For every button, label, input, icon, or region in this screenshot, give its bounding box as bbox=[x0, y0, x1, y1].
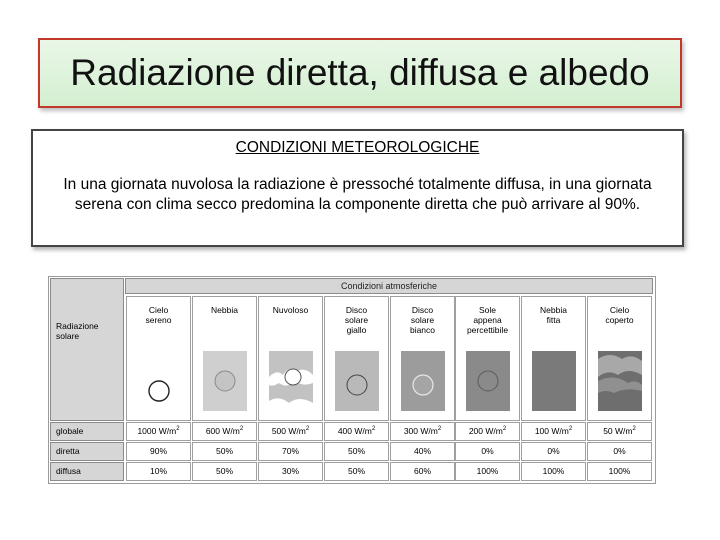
slide-title: Radiazione diretta, diffusa e albedo bbox=[70, 52, 650, 93]
column-label bbox=[259, 305, 322, 315]
unit-superscript: 2 bbox=[632, 426, 636, 433]
table-cell bbox=[587, 442, 652, 461]
cell-value: 50% bbox=[347, 466, 365, 476]
table-cell bbox=[390, 462, 455, 481]
column-header bbox=[126, 296, 191, 421]
cell-value: 100% bbox=[476, 466, 499, 476]
column-label-line: solare bbox=[410, 315, 435, 325]
column-label-line: Sole bbox=[478, 305, 496, 315]
unit-superscript: 2 bbox=[502, 426, 507, 433]
cell-value: 600 W/m bbox=[205, 426, 240, 436]
column-label-line: Disco bbox=[345, 305, 368, 315]
table-cell bbox=[587, 462, 652, 481]
column-label-line: coperto bbox=[605, 315, 634, 325]
row-name: diffusa bbox=[50, 462, 124, 481]
table-cell bbox=[521, 462, 586, 481]
table-row bbox=[50, 422, 653, 441]
cell-value: 30% bbox=[281, 466, 299, 476]
row-name: diretta bbox=[50, 442, 124, 461]
cell-value: 0% bbox=[547, 446, 560, 456]
overcast-icon bbox=[598, 351, 642, 411]
dense-fog-icon bbox=[532, 351, 576, 411]
table-cell bbox=[521, 422, 586, 441]
column-label-line: giallo bbox=[346, 325, 367, 335]
table-cell bbox=[258, 442, 323, 461]
cell-value: 100 W/m bbox=[534, 426, 569, 436]
radiation-table bbox=[48, 276, 656, 484]
conditions-text-box bbox=[31, 129, 684, 247]
table-cell bbox=[192, 462, 257, 481]
column-label-line: Nebbia bbox=[540, 305, 567, 315]
table-cell bbox=[521, 442, 586, 461]
row-label-line: solare bbox=[56, 331, 80, 341]
column-label bbox=[325, 305, 388, 335]
cell-value: 400 W/m bbox=[337, 426, 372, 436]
cell-value: 50% bbox=[347, 446, 365, 456]
column-label-line: Nebbia bbox=[211, 305, 238, 315]
cell-value: 200 W/m bbox=[468, 426, 503, 436]
cell-value: 300 W/m bbox=[403, 426, 438, 436]
conditions-header: Condizioni atmosferiche bbox=[125, 278, 653, 294]
conditions-heading: CONDIZIONI METEOROLOGICHE bbox=[235, 139, 480, 156]
faint-sun-icon bbox=[466, 351, 510, 411]
column-label bbox=[127, 305, 190, 325]
cell-value: 0% bbox=[613, 446, 626, 456]
column-header bbox=[258, 296, 323, 421]
table-row bbox=[50, 462, 653, 481]
column-label-line: bianco bbox=[409, 325, 436, 335]
slide-title-box bbox=[38, 38, 682, 108]
unit-superscript: 2 bbox=[437, 426, 442, 433]
cell-value: 50 W/m bbox=[603, 426, 633, 436]
column-header bbox=[587, 296, 652, 421]
cell-value: 10% bbox=[149, 466, 167, 476]
cell-value: 0% bbox=[481, 446, 494, 456]
conditions-paragraph: In una giornata nuvolosa la radiazione è pressoché totalmente diffusa, in una giornata serena con clima secco predomina la componente diretta che può arrivare al 90%. bbox=[63, 176, 652, 213]
column-label-line: solare bbox=[344, 315, 369, 325]
row-label-line: Radiazione bbox=[56, 321, 99, 331]
fog-icon bbox=[203, 351, 247, 411]
unit-superscript: 2 bbox=[568, 426, 573, 433]
cell-value: 60% bbox=[413, 466, 431, 476]
unit-superscript: 2 bbox=[176, 426, 180, 433]
table-cell bbox=[126, 442, 191, 461]
table-cell bbox=[587, 422, 652, 441]
cell-value: 500 W/m bbox=[271, 426, 306, 436]
cloudy-icon bbox=[269, 351, 313, 411]
column-label bbox=[522, 305, 585, 325]
table-cell bbox=[455, 462, 520, 481]
column-label bbox=[193, 305, 256, 315]
column-header bbox=[192, 296, 257, 421]
table-cell bbox=[126, 462, 191, 481]
cell-value: 50% bbox=[215, 446, 233, 456]
column-label-line: Disco bbox=[411, 305, 434, 315]
table-cell bbox=[258, 462, 323, 481]
table-cell bbox=[455, 422, 520, 441]
cell-value: 70% bbox=[281, 446, 299, 456]
column-label-line: Cielo bbox=[609, 305, 630, 315]
table-cell bbox=[126, 422, 191, 441]
cell-value: 100% bbox=[608, 466, 631, 476]
cell-value: 50% bbox=[215, 466, 233, 476]
column-header bbox=[455, 296, 520, 421]
cell-value: 40% bbox=[413, 446, 431, 456]
column-label-line: sereno bbox=[145, 315, 172, 325]
yellow-disk-icon bbox=[335, 351, 379, 411]
table-cell bbox=[455, 442, 520, 461]
unit-superscript: 2 bbox=[305, 426, 310, 433]
sun-clear-icon bbox=[137, 351, 181, 411]
column-label-line: appena bbox=[473, 315, 502, 325]
row-label-header bbox=[50, 278, 124, 421]
table-cell bbox=[390, 442, 455, 461]
column-label-line: fitta bbox=[546, 315, 561, 325]
unit-superscript: 2 bbox=[371, 426, 376, 433]
unit-superscript: 2 bbox=[239, 426, 244, 433]
column-label-line: percettibile bbox=[466, 325, 509, 335]
table-cell bbox=[324, 422, 389, 441]
table-row bbox=[50, 442, 653, 461]
cell-value: 1000 W/m bbox=[137, 426, 177, 436]
table-cell bbox=[390, 422, 455, 441]
column-label-line: Nuvoloso bbox=[272, 305, 309, 315]
table-cell bbox=[258, 422, 323, 441]
column-header bbox=[324, 296, 389, 421]
table-cell bbox=[192, 442, 257, 461]
table-cell bbox=[324, 462, 389, 481]
cell-value: 100% bbox=[542, 466, 565, 476]
column-label bbox=[588, 305, 651, 325]
column-header bbox=[521, 296, 586, 421]
white-disk-icon bbox=[401, 351, 445, 411]
column-label bbox=[456, 305, 519, 335]
table-cell bbox=[324, 442, 389, 461]
column-header bbox=[390, 296, 455, 421]
cell-value: 90% bbox=[149, 446, 167, 456]
table-cell bbox=[192, 422, 257, 441]
row-name: globale bbox=[50, 422, 124, 441]
column-label-line: Cielo bbox=[148, 305, 169, 315]
column-label bbox=[391, 305, 454, 335]
